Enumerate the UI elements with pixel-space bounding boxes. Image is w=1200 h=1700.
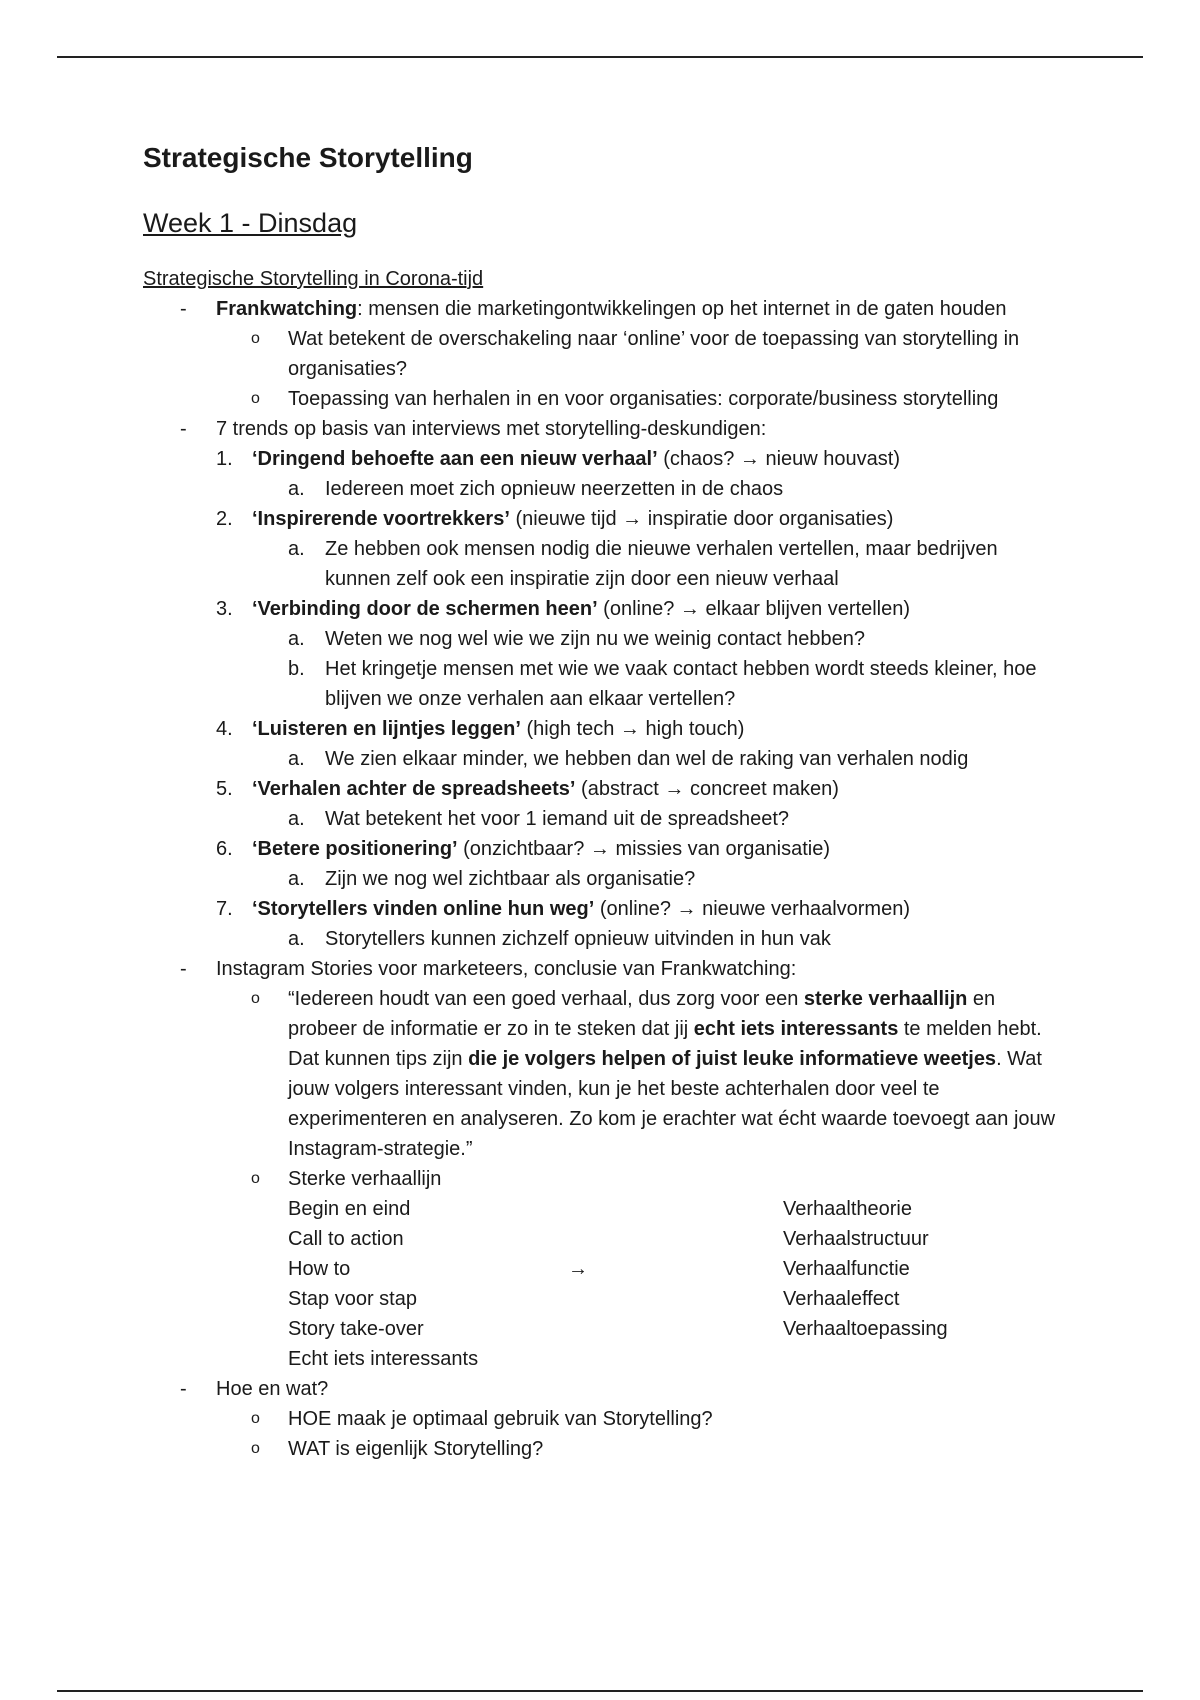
- number-marker: 7.: [216, 898, 233, 920]
- letter-marker: b.: [288, 658, 305, 680]
- trend-sub-text: Het kringetje mensen met wie we vaak contact hebben wordt steeds kleiner, hoe blijven we onze verhalen aan elkaar vertellen?: [325, 658, 1037, 710]
- trend-title: ‘Luisteren en lijntjes leggen’: [252, 718, 521, 740]
- trend-sub-text: Weten we nog wel wie we zijn nu we weinig contact hebben?: [325, 628, 865, 650]
- quote-bullet: [143, 984, 1063, 1164]
- circle-marker: o: [251, 330, 260, 347]
- trend-title: ‘Verhalen achter de spreadsheets’: [252, 778, 576, 800]
- bullet-instagram: [143, 954, 1063, 984]
- letter-marker: a.: [288, 808, 305, 830]
- quote-text: te melden hebt. Dat kunnen tips zijn: [288, 1018, 1042, 1070]
- flow-right-item: Verhaalstructuur: [783, 1228, 929, 1250]
- flow-left-item: Story take-over: [288, 1318, 424, 1340]
- flow-left-item: Call to action: [288, 1228, 404, 1250]
- circle-marker: o: [251, 390, 260, 407]
- circle-marker: o: [251, 1440, 260, 1457]
- flow-right-item: Verhaaltheorie: [783, 1198, 912, 1220]
- trend-sub-text: We zien elkaar minder, we hebben dan wel de raking van verhalen nodig: [325, 748, 969, 770]
- sub-bullet-text: Toepassing van herhalen in en voor organisaties: corporate/business storytelling: [288, 388, 999, 410]
- letter-marker: a.: [288, 628, 305, 650]
- sub-bullet-text: Wat betekent de overschakeling naar ‘online’ voor de toepassing van storytelling in organisaties?: [288, 328, 1020, 380]
- bullet-frankwatching: [143, 294, 1063, 324]
- sub-bullet-text: WAT is eigenlijk Storytelling?: [288, 1438, 544, 1460]
- flow-right-item: Verhaaleffect: [783, 1288, 900, 1310]
- flow-right-item: Verhaaltoepassing: [783, 1318, 948, 1340]
- sub-bullet-text: HOE maak je optimaal gebruik van Storytelling?: [288, 1408, 713, 1430]
- trend-sub-item: [143, 654, 1063, 714]
- letter-marker: a.: [288, 478, 305, 500]
- dash-marker: -: [180, 1378, 187, 1400]
- trend-sub-text: Wat betekent het voor 1 iemand uit de spreadsheet?: [325, 808, 789, 830]
- bottom-rule: [57, 1690, 1143, 1692]
- trend-sub-item: [143, 864, 1063, 894]
- trend-sub-item: [143, 534, 1063, 594]
- trend-item: [143, 834, 1063, 864]
- trend-item: [143, 894, 1063, 924]
- trend-sub-item: [143, 624, 1063, 654]
- quote-text: . Wat jouw volgers interessant vinden, kun je het beste achterhalen door veel te experimenteren en analyseren. Zo kom je erachter wat écht waarde toevoegt aan jouw Instagram-strategie.”: [288, 1048, 1056, 1160]
- letter-marker: a.: [288, 928, 305, 950]
- flow-left-item: How to: [288, 1258, 351, 1280]
- trend-note: (online? → nieuwe verhaalvormen): [594, 898, 910, 920]
- sub-bullet-text: Sterke verhaallijn: [288, 1168, 442, 1190]
- trend-note: (chaos? → nieuw houvast): [657, 448, 900, 470]
- number-marker: 2.: [216, 508, 233, 530]
- quote-bold: sterke verhaallijn: [803, 988, 968, 1010]
- circle-marker: o: [251, 1410, 260, 1427]
- trend-item: [143, 444, 1063, 474]
- letter-marker: a.: [288, 748, 305, 770]
- trend-sub-item: [143, 474, 1063, 504]
- trend-sub-item: [143, 804, 1063, 834]
- bullet-text: Hoe en wat?: [216, 1378, 329, 1400]
- trend-sub-item: [143, 744, 1063, 774]
- dash-marker: -: [180, 298, 187, 320]
- trend-title: ‘Dringend behoefte aan een nieuw verhaal’: [252, 448, 658, 470]
- document-body: [143, 140, 1063, 1464]
- flow-left-item: Stap voor stap: [288, 1288, 417, 1310]
- quote-bold: echt iets interessants: [693, 1018, 899, 1040]
- sub-bullet: [143, 1164, 1063, 1194]
- section-heading: Strategische Storytelling in Corona-tijd: [143, 268, 484, 290]
- letter-marker: a.: [288, 538, 305, 560]
- sub-bullet: [143, 384, 1063, 414]
- trend-note: (onzichtbaar? → missies van organisatie): [457, 838, 830, 860]
- number-marker: 6.: [216, 838, 233, 860]
- bullet-trends: [143, 414, 1063, 444]
- flow-left-item: Echt iets interessants: [288, 1348, 479, 1370]
- trend-title: ‘Betere positionering’: [252, 838, 458, 860]
- trends-list: [143, 444, 1063, 954]
- trend-title: ‘Verbinding door de schermen heen’: [252, 598, 598, 620]
- trend-note: (online? → elkaar blijven vertellen): [597, 598, 910, 620]
- bold-term: Frankwatching: [216, 298, 358, 320]
- sub-bullet: [143, 1404, 1063, 1434]
- trend-sub-text: Ze hebben ook mensen nodig die nieuwe verhalen vertellen, maar bedrijven kunnen zelf ook een inspiratie zijn door een nieuw verhaal: [325, 538, 998, 590]
- sub-bullet: [143, 324, 1063, 384]
- flow-right-item: Verhaalfunctie: [783, 1258, 910, 1280]
- arrow-icon: →: [568, 1258, 588, 1280]
- bullet-text: 7 trends op basis van interviews met storytelling-deskundigen:: [216, 418, 767, 440]
- trend-item: [143, 774, 1063, 804]
- quote-text: en probeer de informatie er zo in te steken dat jij: [288, 988, 996, 1040]
- story-flow: [143, 1194, 1063, 1374]
- number-marker: 1.: [216, 448, 233, 470]
- quote-text: “Iedereen houdt van een goed verhaal, dus zorg voor een: [288, 988, 804, 1010]
- quote-bold: die je volgers helpen of juist leuke informatieve weetjes: [468, 1048, 997, 1070]
- flow-right-column: [783, 1194, 948, 1344]
- trend-item: [143, 504, 1063, 534]
- week-heading: Week 1 - Dinsdag: [143, 208, 358, 238]
- trend-item: [143, 714, 1063, 744]
- circle-marker: o: [251, 1170, 260, 1187]
- dash-marker: -: [180, 958, 187, 980]
- flow-left-item: Begin en eind: [288, 1198, 411, 1220]
- number-marker: 4.: [216, 718, 233, 740]
- trend-note: (high tech → high touch): [520, 718, 745, 740]
- flow-left-column: [288, 1194, 478, 1374]
- document-title: Strategische Storytelling: [143, 142, 473, 173]
- trend-title: ‘Inspirerende voortrekkers’: [252, 508, 510, 530]
- trend-sub-text: Storytellers kunnen zichzelf opnieuw uitvinden in hun vak: [325, 928, 831, 950]
- trend-note: (abstract → concreet maken): [575, 778, 839, 800]
- trend-item: [143, 594, 1063, 624]
- letter-marker: a.: [288, 868, 305, 890]
- trend-title: ‘Storytellers vinden online hun weg’: [252, 898, 595, 920]
- dash-marker: -: [180, 418, 187, 440]
- trend-sub-text: Zijn we nog wel zichtbaar als organisatie?: [325, 868, 696, 890]
- circle-marker: o: [251, 990, 260, 1007]
- sub-bullet: [143, 1434, 1063, 1464]
- trend-sub-item: [143, 924, 1063, 954]
- top-rule: [57, 56, 1143, 58]
- number-marker: 3.: [216, 598, 233, 620]
- bullet-hoe-en-wat: [143, 1374, 1063, 1404]
- number-marker: 5.: [216, 778, 233, 800]
- bullet-text: Instagram Stories voor marketeers, conclusie van Frankwatching:: [216, 958, 797, 980]
- trend-sub-text: Iedereen moet zich opnieuw neerzetten in de chaos: [325, 478, 784, 500]
- trend-note: (nieuwe tijd → inspiratie door organisaties): [509, 508, 894, 530]
- bullet-text: : mensen die marketingontwikkelingen op het internet in de gaten houden: [357, 298, 1007, 320]
